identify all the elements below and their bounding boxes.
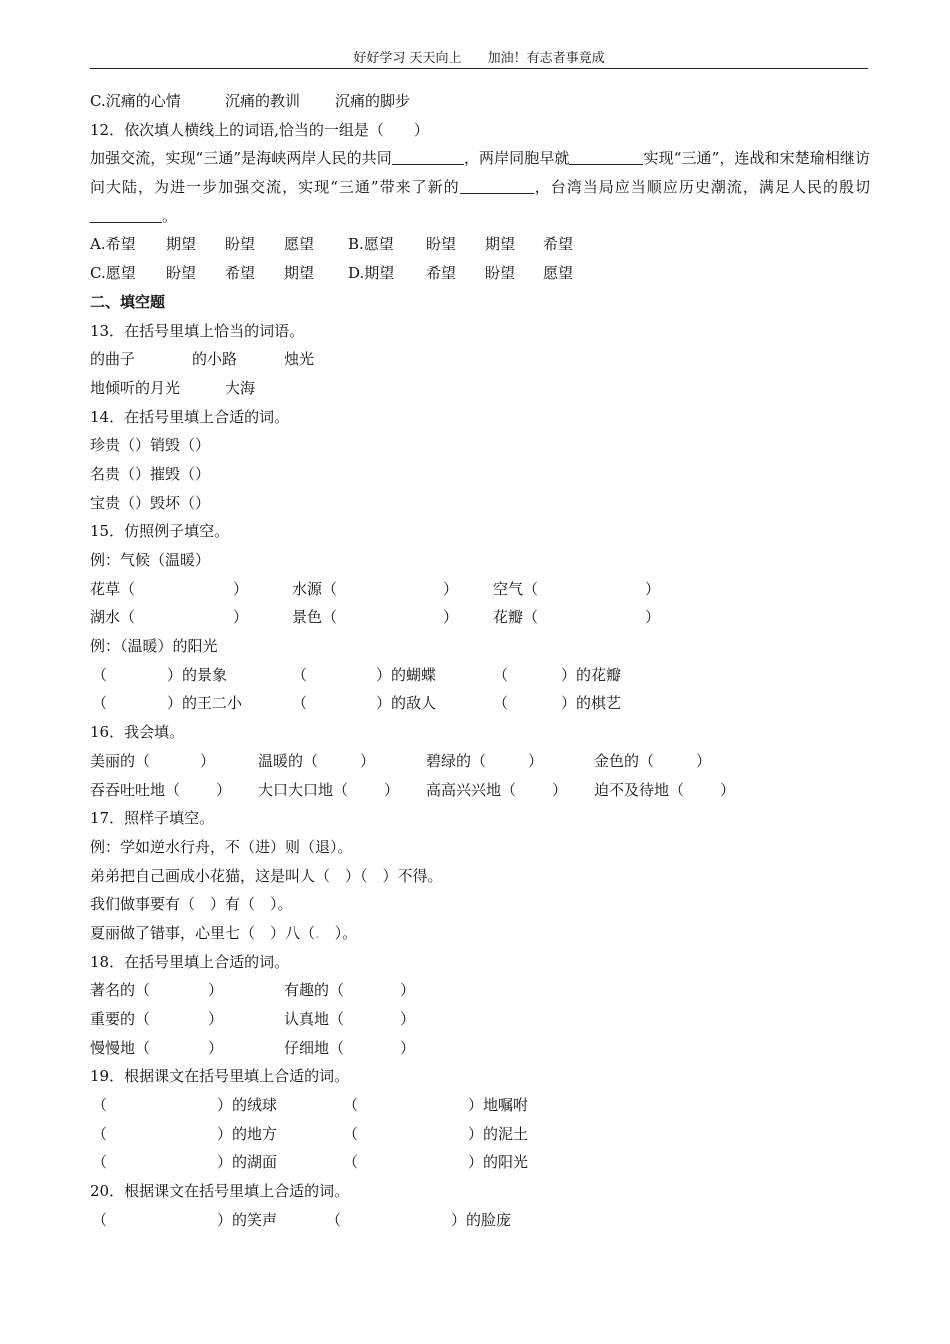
fill-item: ）的绒球 xyxy=(217,1096,278,1115)
fill-item: 有趣的（ xyxy=(284,981,345,1000)
fill-item: 湖水（ xyxy=(90,608,136,627)
q19-row-1 xyxy=(90,1091,870,1120)
paren-open: （ xyxy=(92,1153,108,1172)
section-heading: 二、填空题 xyxy=(90,292,166,311)
q17-line-3 xyxy=(90,919,870,948)
fill-item: 地倾听的月光 xyxy=(90,378,181,397)
blank-line-4 xyxy=(90,206,162,223)
q12-options-cd xyxy=(90,259,870,288)
q15-example-2: 例：（温暖）的阳光 xyxy=(90,637,218,656)
fill-item: 花瓣（ xyxy=(493,608,539,627)
option-word: 盼望 xyxy=(426,235,457,254)
paren-close: ） xyxy=(400,1010,416,1029)
option-text: 沉痛的脚步 xyxy=(335,92,411,110)
paren-close: ） xyxy=(216,780,232,799)
paren-close: ） xyxy=(233,608,249,627)
fill-item: 认真地（ xyxy=(284,1010,345,1029)
paren-open: （ xyxy=(343,1124,359,1143)
fill-item: ）的敌人 xyxy=(376,694,437,713)
q13-row-1 xyxy=(90,345,870,374)
option-b: B.愿望 xyxy=(348,235,394,254)
q18-row-1 xyxy=(90,976,870,1005)
paren-close: ） xyxy=(443,608,459,627)
fill-item: ）的脸庞 xyxy=(451,1210,512,1229)
fill-item: 金色的（ xyxy=(594,751,655,770)
paren-close: ） xyxy=(360,751,376,770)
q13-row-2 xyxy=(90,374,870,403)
q20-row-1 xyxy=(90,1206,870,1235)
option-word: 愿望 xyxy=(543,264,574,283)
q16-row-1 xyxy=(90,747,870,776)
fill-item: 高高兴兴地（ xyxy=(426,780,517,799)
q15-title: 15．仿照例子填空。 xyxy=(90,522,230,541)
fill-item: 仔细地（ xyxy=(284,1038,345,1057)
blank-line-1 xyxy=(392,148,464,165)
q15-row-1 xyxy=(90,575,870,604)
paren-close: ） xyxy=(552,780,568,799)
blank-line-3 xyxy=(460,177,534,194)
paren-open: （ xyxy=(326,1210,342,1229)
paren-close: ） xyxy=(208,1038,224,1057)
fill-item: ）的棋艺 xyxy=(561,694,622,713)
blank-line-2 xyxy=(569,148,643,165)
fill-item: 烛光 xyxy=(284,350,315,369)
page-header xyxy=(90,50,868,69)
q15-row-4 xyxy=(90,689,870,718)
option-d: D.期望 xyxy=(348,264,395,283)
passage-text: 实现“三通”，连战和宋楚瑜相继访问大陆，为进一步加强交流，实现“三通”带来了新的 xyxy=(90,149,870,197)
fill-item: 重要的（ xyxy=(90,1010,151,1029)
paren-open: （ xyxy=(493,665,509,684)
q12-passage xyxy=(90,144,870,230)
paren-close: ） xyxy=(384,780,400,799)
q18-title: 18．在括号里填上合适的词。 xyxy=(90,952,290,971)
paren-open: （ xyxy=(292,694,308,713)
fill-item: 著名的（ xyxy=(90,981,151,1000)
paren-close: ） xyxy=(233,579,249,598)
fill-item: 大海 xyxy=(225,378,256,397)
paren-close: ） xyxy=(645,608,661,627)
option-word: 希望 xyxy=(543,235,574,254)
fill-item: ）的阳光 xyxy=(468,1153,529,1172)
paren-open: （ xyxy=(92,694,108,713)
fill-item: 温暖的（ xyxy=(258,751,319,770)
q19-title: 19．根据课文在括号里填上合适的词。 xyxy=(90,1067,350,1086)
fill-item: ）的景象 xyxy=(167,665,228,684)
fill-item: ）的地方 xyxy=(217,1124,278,1143)
q17-line-1: 弟弟把自己画成小花猫，这是叫人（ ）（ ）不得。 xyxy=(90,866,443,885)
q16-row-2 xyxy=(90,776,870,805)
passage-text: 。 xyxy=(162,206,178,225)
fill-item: 花草（ xyxy=(90,579,136,598)
q11-option-c xyxy=(90,87,870,116)
paren-open: （ xyxy=(92,665,108,684)
fill-item: 吞吞吐吐地（ xyxy=(90,780,181,799)
header-left-motto: 好好学习 天天向上 xyxy=(353,51,462,66)
q15-row-2 xyxy=(90,603,870,632)
paren-close: ） xyxy=(645,579,661,598)
option-word: 希望 xyxy=(426,264,457,283)
option-word: 期望 xyxy=(485,235,516,254)
paren-close: ） xyxy=(208,981,224,1000)
fill-item: ）的湖面 xyxy=(217,1153,278,1172)
q19-row-2 xyxy=(90,1120,870,1149)
q13-title: 13．在括号里填上恰当的词语。 xyxy=(90,321,305,340)
passage-text: ，台湾当局应当顺应历史潮流，满足人民的殷切 xyxy=(533,178,870,197)
option-text: 沉痛的教训 xyxy=(225,92,301,110)
option-word: 期望 xyxy=(166,235,197,254)
header-right-motto: 加油！有志者事竟成 xyxy=(487,51,605,66)
paren-close: ） xyxy=(200,751,216,770)
q14-row: 宝贵（）毁坏（） xyxy=(90,493,211,512)
fill-item: 大口大口地（ xyxy=(258,780,349,799)
fill-item: ）的泥土 xyxy=(468,1124,529,1143)
paren-open: （ xyxy=(343,1153,359,1172)
q16-title: 16．我会填。 xyxy=(90,723,185,742)
fill-item: ）的笑声 xyxy=(217,1210,278,1229)
paren-close: ） xyxy=(443,579,459,598)
option-word: 盼望 xyxy=(166,264,197,283)
fill-item: 水源（ xyxy=(292,579,338,598)
fill-item: 的小路 xyxy=(192,350,238,369)
paren-close: ） xyxy=(720,780,736,799)
fill-item: 景色（ xyxy=(292,608,338,627)
paren-close: ） xyxy=(528,751,544,770)
option-word: 期望 xyxy=(284,264,315,283)
paren-close: ） xyxy=(208,1010,224,1029)
q12-options-ab xyxy=(90,230,870,259)
paren-close: ） xyxy=(400,981,416,1000)
fill-item: 空气（ xyxy=(493,579,539,598)
fill-item: 碧绿的（ xyxy=(426,751,487,770)
option-word: 盼望 xyxy=(225,235,256,254)
fill-item: 慢慢地（ xyxy=(90,1038,151,1057)
paren-open: （ xyxy=(92,1210,108,1229)
stray-mark: . xyxy=(315,923,320,942)
q18-row-2 xyxy=(90,1005,870,1034)
passage-text: ，两岸同胞早就 xyxy=(463,149,570,168)
q12-title: 12．依次填人横线上的词语,恰当的一组是（ ） xyxy=(90,120,429,139)
paren-close: ） xyxy=(696,751,712,770)
paren-open: （ xyxy=(493,694,509,713)
q19-row-3 xyxy=(90,1148,870,1177)
option-text: C.沉痛的心情 xyxy=(90,92,181,110)
fill-item: 迫不及待地（ xyxy=(594,780,685,799)
fill-item: 美丽的（ xyxy=(90,751,151,770)
fill-item: ）的蝴蝶 xyxy=(376,665,437,684)
paren-open: （ xyxy=(343,1096,359,1115)
paren-open: （ xyxy=(92,1096,108,1115)
paren-open: （ xyxy=(92,1124,108,1143)
paren-open: （ xyxy=(292,665,308,684)
fill-item: ）地嘱咐 xyxy=(468,1096,529,1115)
option-c: C.愿望 xyxy=(90,264,136,283)
fill-item: ）的花瓣 xyxy=(561,665,622,684)
q17-line-2: 我们做事要有（ ）有（ ）。 xyxy=(90,895,293,914)
fill-item: 夏丽做了错事，心里七（ ）八（ xyxy=(90,923,316,942)
worksheet-content xyxy=(90,87,870,1235)
option-word: 盼望 xyxy=(485,264,516,283)
q14-row: 名贵（）摧毁（） xyxy=(90,464,211,483)
q14-row: 珍贵（）销毁（） xyxy=(90,436,211,455)
option-word: 愿望 xyxy=(284,235,315,254)
q17-title: 17．照样子填空。 xyxy=(90,809,215,828)
fill-item: 的曲子 xyxy=(90,350,136,369)
q14-title: 14．在括号里填上合适的词。 xyxy=(90,407,290,426)
paren-close: ） xyxy=(400,1038,416,1057)
option-word: 希望 xyxy=(225,264,256,283)
q17-example: 例：学如逆水行舟，不（进）则（退）。 xyxy=(90,837,353,856)
q18-row-3 xyxy=(90,1034,870,1063)
fill-item: ）。 xyxy=(319,923,358,942)
fill-item: ）的王二小 xyxy=(167,694,243,713)
option-a: A.希望 xyxy=(90,235,136,254)
passage-text: 加强交流，实现“三通”是海峡两岸人民的共同 xyxy=(90,149,392,168)
q15-example-1: 例：气候（温暖） xyxy=(90,551,211,570)
q15-row-3 xyxy=(90,661,870,690)
q20-title: 20．根据课文在括号里填上合适的词。 xyxy=(90,1182,350,1201)
